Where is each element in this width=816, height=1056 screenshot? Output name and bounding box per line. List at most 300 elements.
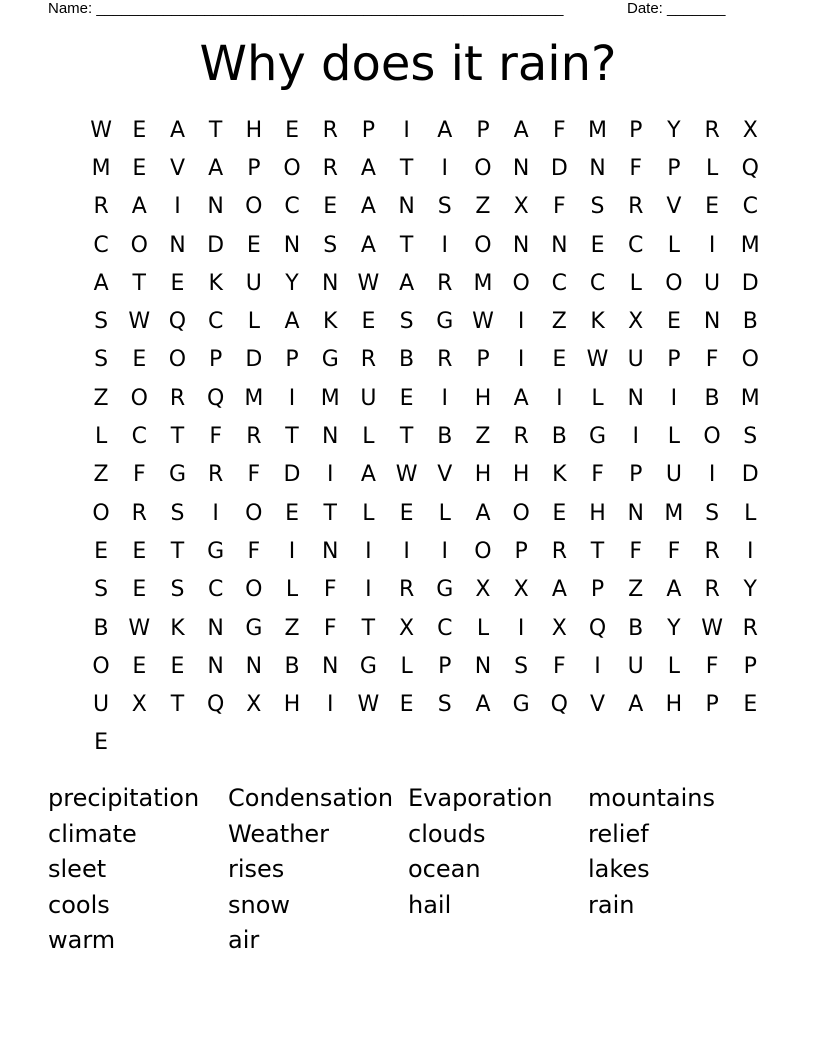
grid-letter[interactable]: C [589, 270, 606, 296]
grid-letter[interactable]: C [742, 194, 758, 220]
grid-letter[interactable]: F [591, 462, 604, 488]
grid-letter[interactable]: S [437, 194, 452, 220]
grid-letter[interactable]: V [590, 692, 606, 718]
grid-letter[interactable]: I [288, 538, 296, 564]
grid-letter[interactable]: N [321, 424, 339, 450]
grid-letter[interactable]: A [93, 270, 109, 296]
grid-letter[interactable]: A [360, 232, 376, 258]
grid-letter[interactable]: A [360, 462, 376, 488]
grid-letter[interactable]: N [207, 194, 224, 220]
grid-letter[interactable]: L [285, 577, 299, 603]
grid-letter[interactable]: G [207, 538, 225, 564]
grid-letter[interactable]: N [169, 232, 186, 258]
grid-letter[interactable]: X [399, 615, 415, 641]
grid-letter[interactable]: P [743, 653, 757, 679]
grid-letter[interactable]: F [629, 155, 643, 181]
grid-letter[interactable]: B [399, 347, 415, 373]
grid-letter[interactable]: M [473, 270, 493, 296]
grid-letter[interactable]: N [512, 155, 530, 181]
grid-letter[interactable]: K [323, 309, 338, 335]
grid-letter[interactable]: A [628, 692, 644, 718]
grid-letter[interactable]: F [323, 577, 337, 603]
grid-letter[interactable]: B [628, 615, 644, 641]
grid-letter[interactable]: P [476, 347, 490, 373]
grid-letter[interactable]: E [132, 155, 147, 181]
word-bank-item: relief [588, 819, 649, 848]
grid-letter[interactable]: S [323, 232, 338, 258]
grid-letter[interactable]: R [322, 155, 338, 181]
grid-letter[interactable]: K [208, 270, 223, 296]
grid-letter[interactable]: B [437, 424, 453, 450]
grid-letter[interactable]: R [322, 117, 338, 143]
grid-letter[interactable]: A [284, 309, 300, 335]
grid-letter[interactable]: R [93, 194, 109, 220]
grid-letter[interactable]: E [361, 309, 376, 335]
grid-letter[interactable]: T [399, 424, 414, 450]
word-search-grid [82, 111, 769, 762]
grid-letter[interactable]: F [323, 615, 337, 641]
grid-letter[interactable]: H [245, 117, 263, 143]
grid-letter[interactable]: R [628, 194, 644, 220]
grid-letter[interactable]: E [285, 117, 299, 143]
grid-letter[interactable]: N [474, 653, 492, 679]
grid-letter[interactable]: C [207, 309, 224, 335]
grid-letter[interactable]: S [437, 692, 452, 718]
grid-letter[interactable]: X [513, 194, 529, 220]
grid-letter[interactable]: A [399, 270, 415, 296]
grid-letter[interactable]: I [556, 385, 563, 411]
grid-letter[interactable]: G [512, 692, 530, 718]
grid-letter[interactable]: I [441, 385, 449, 411]
grid-letter[interactable]: L [667, 232, 681, 258]
grid-letter[interactable]: O [92, 500, 110, 526]
grid-letter[interactable]: L [667, 424, 681, 450]
grid-letter[interactable]: A [360, 155, 376, 181]
grid-letter[interactable]: P [209, 347, 223, 373]
grid-letter[interactable]: T [399, 155, 414, 181]
grid-letter[interactable]: M [91, 155, 111, 181]
grid-letter[interactable]: P [590, 577, 605, 603]
grid-letter[interactable]: R [551, 538, 567, 564]
grid-letter[interactable]: R [704, 538, 720, 564]
grid-letter[interactable]: O [665, 270, 683, 296]
grid-letter[interactable]: R [704, 117, 720, 143]
grid-letter[interactable]: I [326, 692, 334, 718]
grid-letter[interactable]: U [360, 385, 377, 411]
grid-letter[interactable]: S [705, 500, 720, 526]
grid-letter[interactable]: F [705, 347, 719, 373]
grid-letter[interactable]: U [627, 347, 644, 373]
grid-letter[interactable]: V [169, 155, 185, 181]
grid-letter[interactable]: E [590, 232, 605, 258]
grid-letter[interactable]: Q [206, 692, 225, 718]
grid-letter[interactable]: Y [285, 270, 299, 296]
word-bank-item: Evaporation [408, 784, 553, 812]
grid-letter[interactable]: E [246, 232, 261, 258]
grid-letter[interactable]: D [245, 347, 263, 373]
grid-letter[interactable]: T [208, 117, 223, 143]
grid-letter[interactable]: E [132, 577, 147, 603]
grid-letter[interactable]: L [667, 653, 681, 679]
grid-letter[interactable]: K [590, 309, 605, 335]
grid-letter[interactable]: W [472, 309, 494, 335]
grid-letter[interactable]: E [170, 653, 185, 679]
grid-letter[interactable]: Y [667, 615, 681, 641]
grid-letter[interactable]: L [94, 424, 108, 450]
grid-letter[interactable]: E [94, 730, 109, 756]
grid-letter[interactable]: A [551, 577, 567, 603]
grid-letter[interactable]: E [170, 270, 185, 296]
grid-letter[interactable]: F [553, 653, 566, 679]
grid-letter[interactable]: R [131, 500, 147, 526]
grid-letter[interactable]: A [513, 117, 529, 143]
grid-letter[interactable]: G [589, 424, 607, 450]
grid-letter[interactable]: Z [628, 577, 644, 603]
grid-letter[interactable]: O [245, 577, 263, 603]
grid-letter[interactable]: Q [588, 615, 607, 641]
grid-letter[interactable]: E [132, 538, 147, 564]
grid-letter[interactable]: S [94, 309, 109, 335]
grid-letter[interactable]: X [246, 692, 262, 718]
grid-letter[interactable]: N [207, 615, 224, 641]
grid-letter[interactable]: E [552, 500, 567, 526]
grid-letter[interactable]: W [586, 347, 609, 373]
grid-letter[interactable]: N [512, 232, 530, 258]
grid-letter[interactable]: O [283, 155, 301, 181]
grid-letter[interactable]: T [361, 615, 376, 641]
grid-letter[interactable]: X [475, 577, 491, 603]
grid-letter[interactable]: K [170, 615, 185, 641]
grid-letter[interactable]: Q [168, 309, 187, 335]
grid-letter[interactable]: L [476, 615, 490, 641]
grid-letter[interactable]: T [170, 538, 185, 564]
grid-letter[interactable]: O [168, 347, 187, 373]
grid-letter[interactable]: C [93, 232, 109, 258]
grid-letter[interactable]: T [590, 538, 605, 564]
grid-letter[interactable]: T [399, 232, 414, 258]
grid-letter[interactable]: S [94, 577, 109, 603]
grid-letter[interactable]: O [741, 347, 759, 373]
grid-letter[interactable]: Q [206, 385, 225, 411]
grid-letter[interactable]: U [627, 653, 644, 679]
grid-letter[interactable]: E [132, 347, 147, 373]
grid-letter[interactable]: L [705, 155, 719, 181]
grid-letter[interactable]: B [93, 615, 109, 641]
grid-letter[interactable]: T [132, 270, 146, 296]
grid-letter[interactable]: X [131, 692, 147, 718]
grid-letter[interactable]: F [667, 538, 681, 564]
grid-letter[interactable]: L [362, 424, 375, 450]
grid-letter[interactable]: E [94, 538, 109, 564]
grid-letter[interactable]: N [627, 500, 644, 526]
grid-letter[interactable]: H [512, 462, 530, 488]
grid-letter[interactable]: B [284, 653, 300, 679]
grid-letter[interactable]: R [208, 462, 224, 488]
grid-letter[interactable]: Z [93, 385, 109, 411]
grid-letter[interactable]: P [285, 347, 299, 373]
grid-letter[interactable]: R [360, 347, 377, 373]
grid-letter[interactable]: M [664, 500, 684, 526]
grid-letter[interactable]: G [436, 309, 454, 335]
grid-letter[interactable]: R [437, 347, 453, 373]
grid-letter[interactable]: I [365, 538, 372, 564]
grid-letter[interactable]: G [436, 577, 454, 603]
grid-letter[interactable]: S [170, 577, 185, 603]
word-bank-item: rises [228, 855, 285, 883]
grid-letter[interactable]: A [513, 385, 529, 411]
grid-letter[interactable]: E [132, 653, 147, 679]
grid-letter[interactable]: N [321, 538, 339, 564]
grid-letter[interactable]: E [399, 500, 414, 526]
grid-letter[interactable]: F [247, 538, 261, 564]
grid-letter[interactable]: N [589, 155, 606, 181]
grid-letter[interactable]: Z [284, 615, 300, 641]
grid-letter[interactable]: E [743, 692, 758, 718]
grid-letter[interactable]: E [323, 194, 338, 220]
grid-letter[interactable]: O [245, 500, 263, 526]
grid-letter[interactable]: I [594, 653, 601, 679]
grid-letter[interactable]: G [245, 615, 263, 641]
grid-letter[interactable]: S [94, 347, 109, 373]
grid-letter[interactable]: I [365, 577, 372, 603]
grid-letter[interactable]: I [517, 347, 525, 373]
grid-letter[interactable]: N [703, 309, 721, 335]
grid-letter[interactable]: A [666, 577, 682, 603]
grid-letter[interactable]: F [553, 194, 566, 220]
grid-letter[interactable]: O [92, 653, 110, 679]
grid-letter[interactable]: P [476, 117, 490, 143]
grid-letter[interactable]: C [437, 615, 453, 641]
grid-letter[interactable]: F [132, 462, 146, 488]
grid-letter[interactable]: R [437, 270, 453, 296]
grid-letter[interactable]: I [441, 155, 449, 181]
grid-letter[interactable]: O [130, 385, 148, 411]
grid-letter[interactable]: N [398, 194, 415, 220]
grid-letter[interactable]: U [245, 270, 262, 296]
date-field[interactable]: Date: _______ [627, 0, 726, 17]
grid-letter[interactable]: F [629, 538, 643, 564]
grid-letter[interactable]: V [666, 194, 682, 220]
grid-letter[interactable]: D [550, 155, 568, 181]
grid-letter[interactable]: E [285, 500, 299, 526]
grid-letter[interactable]: I [403, 538, 410, 564]
grid-letter[interactable]: M [244, 385, 264, 411]
grid-letter[interactable]: O [512, 270, 530, 296]
grid-letter[interactable]: H [474, 385, 492, 411]
grid-letter[interactable]: C [628, 232, 644, 258]
grid-letter[interactable]: M [740, 385, 760, 411]
grid-letter[interactable]: W [701, 615, 723, 641]
grid-letter[interactable]: P [514, 538, 528, 564]
grid-letter[interactable]: M [588, 117, 608, 143]
grid-letter[interactable]: I [403, 117, 410, 143]
grid-letter[interactable]: P [629, 462, 643, 488]
grid-letter[interactable]: O [474, 538, 492, 564]
grid-letter[interactable]: O [474, 232, 492, 258]
grid-letter[interactable]: O [130, 232, 148, 258]
word-bank-item: sleet [48, 855, 107, 883]
grid-letter[interactable]: L [591, 385, 604, 411]
grid-letter[interactable]: U [93, 692, 110, 718]
grid-letter[interactable]: W [128, 615, 151, 641]
grid-letter[interactable]: D [207, 232, 225, 258]
grid-letter[interactable]: N [207, 653, 224, 679]
grid-letter[interactable]: O [474, 155, 492, 181]
grid-letter[interactable]: W [90, 117, 112, 143]
grid-letter[interactable]: T [323, 500, 337, 526]
grid-letter[interactable]: I [326, 462, 334, 488]
grid-letter[interactable]: Z [475, 194, 491, 220]
grid-letter[interactable]: W [357, 692, 380, 718]
grid-letter[interactable]: I [441, 232, 449, 258]
grid-letter[interactable]: I [517, 309, 525, 335]
grid-letter[interactable]: P [667, 347, 681, 373]
name-field[interactable]: Name: ________________________________________________________ [48, 0, 564, 17]
grid-letter[interactable]: A [360, 194, 376, 220]
grid-letter[interactable]: I [708, 232, 716, 258]
grid-letter[interactable]: E [705, 194, 720, 220]
word-bank-item: cools [48, 890, 110, 919]
grid-letter[interactable]: B [704, 385, 720, 411]
grid-letter[interactable]: N [321, 270, 339, 296]
grid-letter[interactable]: S [399, 309, 414, 335]
grid-letter[interactable]: H [665, 692, 683, 718]
grid-letter[interactable]: O [703, 424, 721, 450]
grid-letter[interactable]: M [320, 385, 340, 411]
grid-letter[interactable]: N [321, 653, 339, 679]
grid-letter[interactable]: W [357, 270, 380, 296]
grid-letter[interactable]: I [441, 538, 449, 564]
grid-letter[interactable]: X [628, 309, 644, 335]
grid-letter[interactable]: H [283, 692, 301, 718]
grid-letter[interactable]: I [288, 385, 296, 411]
grid-letter[interactable]: C [207, 577, 224, 603]
grid-letter[interactable]: D [283, 462, 301, 488]
grid-letter[interactable]: R [246, 424, 262, 450]
grid-letter[interactable]: R [513, 424, 529, 450]
grid-letter[interactable]: R [169, 385, 186, 411]
grid-letter[interactable]: T [170, 424, 185, 450]
grid-letter[interactable]: E [132, 117, 147, 143]
grid-letter[interactable]: X [513, 577, 529, 603]
grid-letter[interactable]: I [747, 538, 754, 564]
grid-letter[interactable]: E [552, 347, 567, 373]
word-bank-item: air [228, 926, 260, 954]
grid-letter[interactable]: I [212, 500, 219, 526]
grid-letter[interactable]: L [247, 309, 260, 335]
grid-letter[interactable]: F [247, 462, 261, 488]
grid-letter[interactable]: G [168, 462, 186, 488]
grid-letter[interactable]: R [704, 577, 720, 603]
grid-letter[interactable]: Z [93, 462, 109, 488]
grid-letter[interactable]: C [131, 424, 147, 450]
grid-letter[interactable]: V [437, 462, 453, 488]
grid-letter[interactable]: L [400, 653, 413, 679]
grid-letter[interactable]: X [742, 117, 758, 143]
grid-letter[interactable]: T [170, 692, 185, 718]
grid-letter[interactable]: H [589, 500, 606, 526]
grid-letter[interactable]: N [245, 653, 263, 679]
grid-letter[interactable]: I [670, 385, 678, 411]
grid-letter[interactable]: F [209, 424, 222, 450]
grid-letter[interactable]: C [284, 194, 300, 220]
grid-letter[interactable]: P [247, 155, 261, 181]
grid-letter[interactable]: Q [741, 155, 759, 181]
grid-letter[interactable]: I [632, 424, 639, 450]
grid-letter[interactable]: T [285, 424, 299, 450]
grid-letter[interactable]: C [551, 270, 568, 296]
grid-letter[interactable]: L [362, 500, 375, 526]
grid-letter[interactable]: N [283, 232, 301, 258]
grid-letter[interactable]: I [517, 615, 525, 641]
grid-letter[interactable]: I [708, 462, 716, 488]
grid-letter[interactable]: G [321, 347, 339, 373]
grid-letter[interactable]: S [170, 500, 185, 526]
grid-letter[interactable]: Z [551, 309, 567, 335]
grid-letter[interactable]: R [742, 615, 758, 641]
grid-letter[interactable]: Q [550, 692, 568, 718]
grid-letter[interactable]: A [208, 155, 224, 181]
grid-letter[interactable]: U [665, 462, 682, 488]
grid-letter[interactable]: A [131, 194, 147, 220]
grid-letter[interactable]: L [438, 500, 451, 526]
grid-letter[interactable]: P [361, 117, 376, 143]
grid-letter[interactable]: E [399, 385, 414, 411]
grid-letter[interactable]: S [590, 194, 605, 220]
grid-letter[interactable]: W [395, 462, 418, 488]
grid-letter[interactable]: Z [475, 424, 491, 450]
grid-letter[interactable]: D [741, 270, 759, 296]
grid-letter[interactable]: G [359, 653, 377, 679]
grid-letter[interactable]: A [475, 692, 491, 718]
grid-letter[interactable]: Y [743, 577, 757, 603]
grid-letter[interactable]: B [551, 424, 567, 450]
grid-letter[interactable]: A [475, 500, 491, 526]
grid-letter[interactable]: S [514, 653, 529, 679]
grid-letter[interactable]: M [740, 232, 760, 258]
grid-letter[interactable]: S [743, 424, 758, 450]
word-bank-item: Condensation [228, 784, 394, 812]
grid-letter[interactable]: O [245, 194, 263, 220]
grid-letter[interactable]: D [741, 462, 759, 488]
grid-letter[interactable]: F [553, 117, 566, 143]
grid-letter[interactable]: A [169, 117, 185, 143]
grid-letter[interactable]: P [705, 692, 719, 718]
grid-letter[interactable]: P [667, 155, 681, 181]
grid-letter[interactable]: A [437, 117, 453, 143]
grid-letter[interactable]: N [627, 385, 644, 411]
grid-letter[interactable]: P [438, 653, 452, 679]
grid-letter[interactable]: P [629, 117, 643, 143]
grid-letter[interactable]: L [629, 270, 642, 296]
grid-letter[interactable]: F [705, 653, 719, 679]
grid-letter[interactable]: U [704, 270, 721, 296]
word-bank-item: rain [588, 890, 635, 919]
grid-letter[interactable]: N [551, 232, 568, 258]
grid-letter[interactable]: O [512, 500, 530, 526]
grid-letter[interactable]: Y [667, 117, 681, 143]
grid-letter[interactable]: I [174, 194, 181, 220]
grid-letter[interactable]: B [742, 309, 758, 335]
grid-letter[interactable]: L [744, 500, 757, 526]
grid-letter[interactable]: W [128, 309, 151, 335]
grid-letter[interactable]: R [398, 577, 415, 603]
grid-letter[interactable]: X [551, 615, 567, 641]
grid-letter[interactable]: H [474, 462, 492, 488]
grid-letter[interactable]: E [399, 692, 414, 718]
grid-letter[interactable]: E [666, 309, 681, 335]
grid-letter[interactable]: K [552, 462, 567, 488]
